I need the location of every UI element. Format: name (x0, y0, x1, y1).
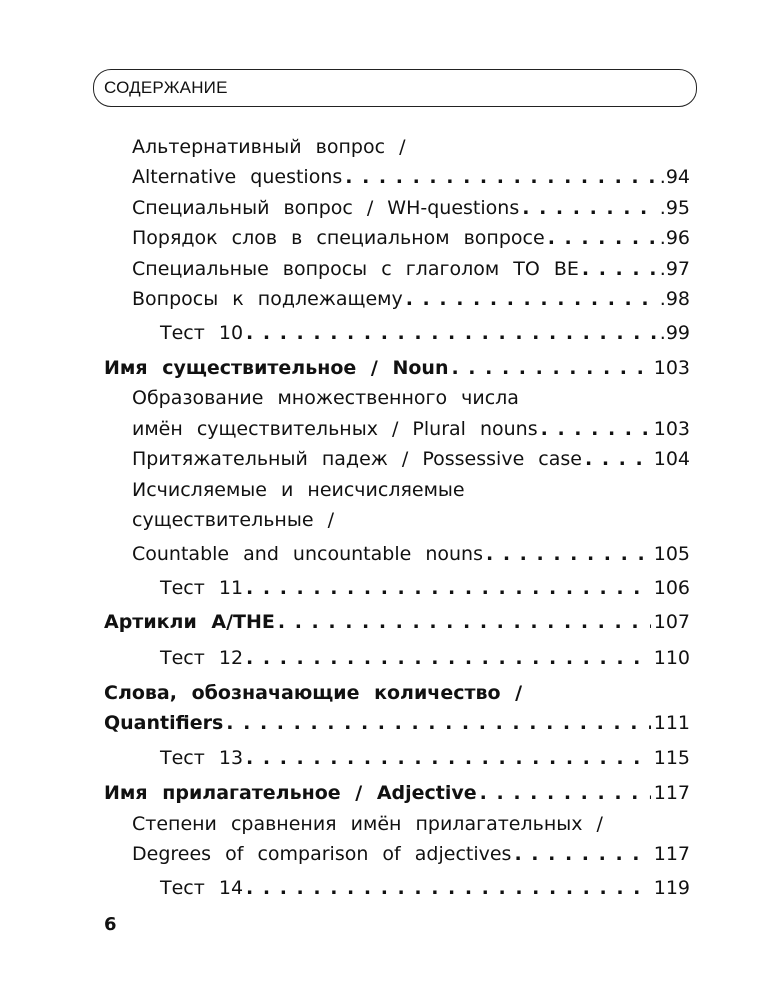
toc-entry[interactable] (132, 189, 690, 219)
dot-leader (246, 877, 651, 899)
dot-leader (585, 448, 651, 470)
toc-entry-continuation (132, 128, 405, 158)
toc-page-number: .96 (659, 227, 690, 249)
toc-page-number: 107 (653, 611, 690, 633)
toc-chapter-entry[interactable] (104, 349, 690, 379)
toc-page-number: 117 (653, 782, 690, 804)
toc-entry-text: Тест 10 (160, 322, 244, 344)
toc-page-number: .98 (659, 288, 690, 310)
toc-test-entry[interactable] (160, 739, 690, 769)
toc-page-number: 104 (653, 448, 690, 470)
toc-page-number: 115 (653, 747, 690, 769)
toc-entry[interactable] (132, 280, 690, 310)
toc-entry-text: Тест 14 (160, 877, 244, 899)
page-number: 6 (104, 914, 117, 935)
toc-page-number: 119 (653, 877, 690, 899)
toc-test-entry[interactable] (160, 639, 690, 669)
toc-page-number: 117 (653, 843, 690, 865)
dot-leader (246, 322, 657, 344)
toc-entry-text: Degrees of comparison of adjectives (132, 843, 512, 865)
dot-leader (548, 227, 657, 249)
dot-leader (522, 197, 657, 219)
dot-leader (278, 611, 651, 633)
toc-page-number: .99 (659, 322, 690, 344)
dot-leader (541, 418, 651, 440)
toc-entry[interactable] (132, 535, 690, 565)
dot-leader (406, 288, 657, 310)
dot-leader (486, 543, 651, 565)
toc-entry-text: Артикли A/THE (104, 611, 275, 633)
toc-entry-text: Тест 11 (160, 577, 244, 599)
toc-entry-text: Специальный вопрос / WH-questions (132, 197, 520, 219)
dot-leader (451, 357, 650, 379)
section-header (93, 69, 697, 107)
toc-entry[interactable] (132, 158, 690, 188)
toc-page-number: 106 (653, 577, 690, 599)
toc-page-number: 105 (653, 543, 690, 565)
toc-entry-continuation (132, 471, 465, 501)
toc-page-number: .97 (659, 258, 690, 280)
toc-chapter-entry[interactable] (104, 704, 690, 734)
dot-leader (246, 577, 651, 599)
dot-leader (582, 258, 657, 280)
toc-entry-text: Образование множественного числа (132, 387, 519, 409)
toc-entry-text: Тест 12 (160, 647, 244, 669)
toc-entry[interactable] (132, 250, 690, 280)
toc-entry-text: Слова, обозначающие количество / (104, 682, 523, 704)
toc-entry-text: Countable and uncountable nouns (132, 543, 483, 565)
toc-entry-continuation (132, 805, 603, 835)
toc-entry-text: Притяжательный падеж / Possessive case (132, 448, 582, 470)
toc-entry-text: Порядок слов в специальном вопросе (132, 227, 545, 249)
toc-entry-text: Тест 13 (160, 747, 244, 769)
toc-test-entry[interactable] (160, 869, 690, 899)
toc-entry[interactable] (132, 440, 690, 470)
toc-chapter-continuation (104, 674, 522, 704)
toc-page-number: 110 (653, 647, 690, 669)
section-title: СОДЕРЖАНИЕ (104, 78, 228, 97)
dot-leader (246, 747, 651, 769)
toc-entry-continuation (132, 379, 519, 409)
toc-entry-text: существительные / (132, 509, 334, 531)
toc-page-number: 111 (653, 712, 690, 734)
toc-entry-text: Имя существительное / Noun (104, 357, 449, 379)
toc-entry-text: Альтернативный вопрос / (132, 136, 406, 158)
toc-entry-text: Quantifiers (104, 712, 224, 734)
toc-entry-text: Степени сравнения имён прилагательных / (132, 813, 603, 835)
toc-test-entry[interactable] (160, 569, 690, 599)
toc-test-entry[interactable] (160, 314, 690, 344)
dot-leader (345, 166, 657, 188)
toc-entry-text: Вопросы к подлежащему (132, 288, 403, 310)
toc-entry[interactable] (132, 835, 690, 865)
toc-entry-text: Alternative questions (132, 166, 343, 188)
toc-entry-continuation (132, 501, 334, 531)
dot-leader (514, 843, 650, 865)
toc-entry[interactable] (132, 410, 690, 440)
toc-entry-text: имён существительных / Plural nouns (132, 418, 538, 440)
toc-chapter-entry[interactable] (104, 774, 690, 804)
toc-page-number: .95 (659, 197, 690, 219)
toc-chapter-entry[interactable] (104, 603, 690, 633)
toc-entry-text: Имя прилагательное / Adjective (104, 782, 477, 804)
toc-entry[interactable] (132, 219, 690, 249)
toc-page-number: .94 (659, 166, 690, 188)
toc-entry-text: Специальные вопросы с глаголом TO BE (132, 258, 579, 280)
toc-page-number: 103 (653, 357, 690, 379)
dot-leader (226, 712, 650, 734)
toc-page-number: 103 (653, 418, 690, 440)
dot-leader (246, 647, 651, 669)
toc-entry-text: Исчисляемые и неисчисляемые (132, 479, 465, 501)
dot-leader (480, 782, 651, 804)
